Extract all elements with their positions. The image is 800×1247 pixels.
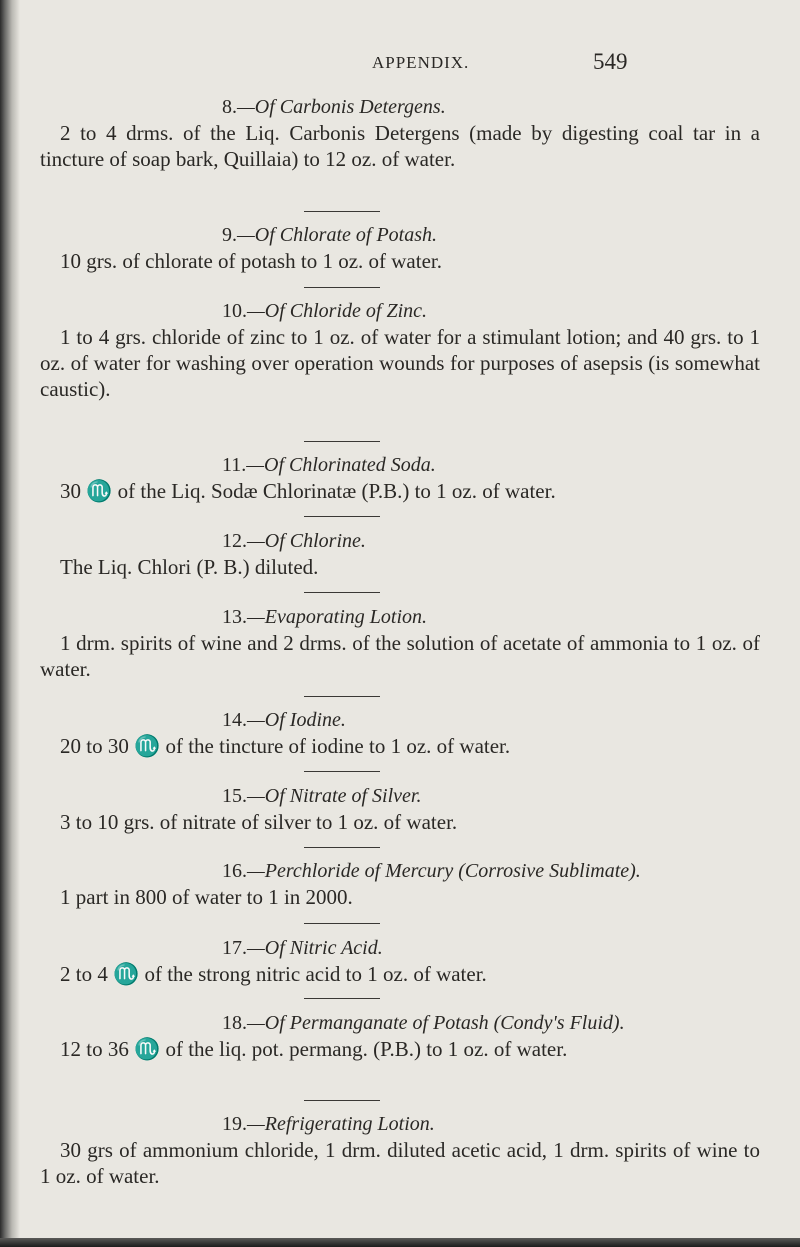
divider-rule — [304, 516, 380, 517]
section-12 — [40, 528, 760, 580]
section-body: 30 grs of ammonium chloride, 1 drm. diluted acetic acid, 1 drm. spirits of wine to 1 oz. of water. — [40, 1138, 760, 1188]
divider-rule — [304, 696, 380, 697]
section-10 — [40, 298, 760, 402]
section-19 — [40, 1111, 760, 1189]
section-heading: 15.—Of Nitrate of Silver. — [222, 785, 422, 807]
section-heading: 13.—Evaporating Lotion. — [222, 606, 428, 628]
section-heading: 19.—Refrigerating Lotion. — [222, 1113, 435, 1135]
section-heading: 18.—Of Permanganate of Potash (Condy's Fluid). — [222, 1012, 625, 1034]
section-body: 10 grs. of chlorate of potash to 1 oz. of water. — [60, 249, 442, 273]
section-16 — [40, 858, 760, 910]
section-body: 1 to 4 grs. chloride of zinc to 1 oz. of water for a stimulant lotion; and 40 grs. to 1 oz. of water for washing over operation wounds for purposes of asepsis (is somewhat caustic). — [40, 325, 760, 401]
section-body: The Liq. Chlori (P. B.) diluted. — [60, 555, 319, 579]
divider-rule — [304, 847, 380, 848]
divider-rule — [304, 211, 380, 212]
section-heading: 14.—Of Iodine. — [222, 709, 346, 731]
divider-rule — [304, 287, 380, 288]
section-body: 12 to 36 ♏ of the liq. pot. permang. (P.B.) to 1 oz. of water. — [60, 1037, 568, 1061]
page-number: 549 — [593, 49, 628, 74]
section-heading: 9.—Of Chlorate of Potash. — [222, 224, 438, 246]
divider-rule — [304, 771, 380, 772]
section-body: 1 part in 800 of water to 1 in 2000. — [60, 885, 353, 909]
section-8 — [40, 94, 760, 172]
section-heading: 12.—Of Chlorine. — [222, 530, 366, 552]
running-head: APPENDIX. — [372, 53, 470, 72]
section-heading: 16.—Perchloride of Mercury (Corrosive Sublimate). — [222, 860, 641, 882]
section-13 — [40, 604, 760, 682]
section-body: 1 drm. spirits of wine and 2 drms. of the solution of acetate of ammonia to 1 oz. of water. — [40, 631, 760, 681]
page-bottom-edge — [0, 1238, 800, 1247]
section-body: 2 to 4 drms. of the Liq. Carbonis Detergens (made by digesting coal tar in a tincture of soap bark, Quillaia) to 12 oz. of water. — [40, 121, 760, 171]
section-body: 3 to 10 grs. of nitrate of silver to 1 oz. of water. — [60, 810, 458, 834]
section-15 — [40, 783, 760, 835]
section-body: 30 ♏ of the Liq. Sodæ Chlorinatæ (P.B.) to 1 oz. of water. — [60, 479, 556, 503]
section-heading: 10.—Of Chloride of Zinc. — [222, 300, 428, 322]
section-11 — [40, 452, 760, 504]
divider-rule — [304, 1100, 380, 1101]
section-heading: 17.—Of Nitric Acid. — [222, 937, 383, 959]
section-heading: 8.—Of Carbonis Detergens. — [222, 96, 446, 118]
divider-rule — [304, 441, 380, 442]
divider-rule — [304, 998, 380, 999]
section-body: 2 to 4 ♏ of the strong nitric acid to 1 oz. of water. — [60, 962, 487, 986]
book-gutter — [0, 0, 20, 1247]
section-18 — [40, 1010, 760, 1062]
divider-rule — [304, 923, 380, 924]
section-heading: 11.—Of Chlorinated Soda. — [222, 454, 436, 476]
section-9 — [40, 222, 760, 274]
section-14 — [40, 707, 760, 759]
section-17 — [40, 935, 760, 987]
section-body: 20 to 30 ♏ of the tincture of iodine to 1 oz. of water. — [60, 734, 511, 758]
divider-rule — [304, 592, 380, 593]
